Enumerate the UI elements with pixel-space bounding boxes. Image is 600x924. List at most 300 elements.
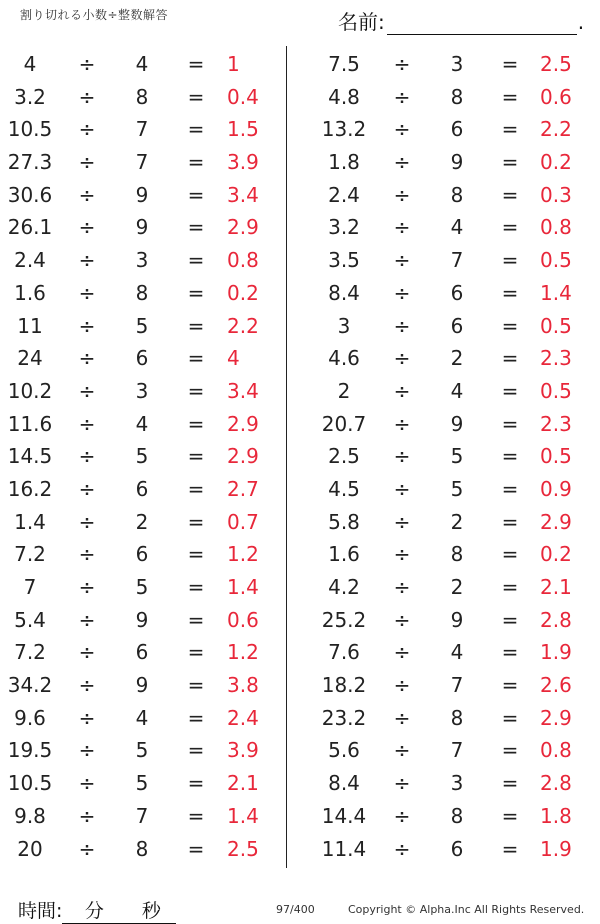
- problem-row: [300, 473, 600, 506]
- divisor: 6: [135, 640, 149, 665]
- division-sign: ÷: [393, 803, 411, 828]
- division-sign: ÷: [393, 640, 411, 665]
- problem-row: [300, 375, 600, 408]
- divisor: 6: [135, 476, 149, 501]
- divisor: 7: [450, 673, 464, 698]
- answer: 1.8: [540, 803, 572, 828]
- dividend: 16.2: [7, 476, 53, 501]
- division-sign: ÷: [78, 313, 96, 338]
- division-sign: ÷: [393, 280, 411, 305]
- divisor: 8: [450, 182, 464, 207]
- division-sign: ÷: [78, 673, 96, 698]
- dividend: 3.5: [328, 248, 360, 273]
- equals-sign: =: [187, 738, 205, 763]
- problem-row: [300, 506, 600, 539]
- equals-sign: =: [187, 476, 205, 501]
- divisor: 3: [450, 771, 464, 796]
- answer: 0.6: [227, 607, 259, 632]
- equals-sign: =: [501, 248, 519, 273]
- problem-row: [0, 146, 300, 179]
- division-sign: ÷: [393, 836, 411, 861]
- answer: 2.2: [227, 313, 259, 338]
- equals-sign: =: [187, 836, 205, 861]
- dividend: 7.5: [328, 52, 360, 76]
- answer: 1.2: [227, 542, 259, 567]
- division-sign: ÷: [78, 738, 96, 763]
- answer: 0.3: [540, 182, 572, 207]
- equals-sign: =: [501, 738, 519, 763]
- division-sign: ÷: [78, 771, 96, 796]
- division-sign: ÷: [393, 509, 411, 534]
- problem-row: [0, 506, 300, 539]
- copyright-notice: Copyright © Alpha.Inc All Rights Reserved.: [348, 903, 585, 916]
- problem-row: [0, 604, 300, 637]
- equals-sign: =: [501, 705, 519, 730]
- dividend: 23.2: [321, 705, 367, 730]
- answer: 2.9: [227, 411, 259, 436]
- equals-sign: =: [501, 444, 519, 469]
- problem-row: [0, 636, 300, 669]
- divisor: 2: [450, 575, 464, 599]
- divisor: 4: [135, 52, 149, 76]
- problem-row: [300, 734, 600, 767]
- problem-row: [0, 800, 300, 833]
- divisor: 6: [135, 542, 149, 567]
- dividend: 7.2: [14, 640, 46, 665]
- minutes-label: 分: [84, 900, 104, 922]
- problem-row: [300, 211, 600, 244]
- dividend: 1.8: [328, 150, 360, 175]
- divisor: 8: [135, 84, 149, 109]
- divisor: 6: [450, 280, 464, 305]
- answer: 3.4: [227, 182, 259, 207]
- equals-sign: =: [501, 607, 519, 632]
- dividend: 3: [337, 313, 351, 338]
- dividend: 7.6: [328, 640, 360, 665]
- divisor: 6: [450, 836, 464, 861]
- equals-sign: =: [501, 280, 519, 305]
- divisor: 5: [450, 476, 464, 501]
- divisor: 9: [450, 411, 464, 436]
- answer: 2.7: [227, 476, 259, 501]
- dividend: 11.4: [321, 836, 367, 861]
- divisor: 8: [135, 836, 149, 861]
- equals-sign: =: [501, 378, 519, 403]
- answer: 2.3: [540, 411, 572, 436]
- equals-sign: =: [187, 803, 205, 828]
- problem-row: [300, 440, 600, 473]
- equals-sign: =: [501, 150, 519, 175]
- division-sign: ÷: [393, 575, 411, 599]
- answer: 2.9: [227, 444, 259, 469]
- equals-sign: =: [501, 542, 519, 567]
- divisor: 5: [135, 738, 149, 763]
- divisor: 9: [135, 215, 149, 240]
- equals-sign: =: [501, 836, 519, 861]
- name-end-dot: .: [577, 10, 585, 34]
- division-sign: ÷: [78, 150, 96, 175]
- dividend: 3.2: [14, 84, 46, 109]
- equals-sign: =: [501, 84, 519, 109]
- division-sign: ÷: [78, 444, 96, 469]
- divisor: 4: [135, 705, 149, 730]
- answer: 2.6: [540, 673, 572, 698]
- problem-row: [0, 571, 300, 604]
- equals-sign: =: [187, 705, 205, 730]
- division-sign: ÷: [393, 346, 411, 371]
- problem-row: [0, 48, 300, 81]
- problem-row: [300, 244, 600, 277]
- problem-row: [0, 310, 300, 343]
- equals-sign: =: [501, 215, 519, 240]
- answer: 0.5: [540, 313, 572, 338]
- dividend: 11.6: [7, 411, 53, 436]
- dividend: 1.4: [14, 509, 46, 534]
- dividend: 9.8: [14, 803, 46, 828]
- dividend: 10.5: [7, 771, 53, 796]
- division-sign: ÷: [78, 803, 96, 828]
- divisor: 4: [450, 640, 464, 665]
- division-sign: ÷: [393, 444, 411, 469]
- dividend: 7: [23, 575, 37, 599]
- divisor: 6: [135, 346, 149, 371]
- divisor: 4: [450, 215, 464, 240]
- answer: 2.9: [540, 705, 572, 730]
- answer: 0.5: [540, 378, 572, 403]
- divisor: 3: [450, 52, 464, 76]
- time-record: [18, 896, 176, 924]
- name-field-area: [338, 6, 584, 35]
- answer: 0.8: [540, 738, 572, 763]
- problem-row: [0, 342, 300, 375]
- answer: 3.8: [227, 673, 259, 698]
- divisor: 7: [135, 803, 149, 828]
- divisor: 8: [450, 542, 464, 567]
- divisor: 6: [450, 313, 464, 338]
- problem-row: [0, 669, 300, 702]
- dividend: 5.8: [328, 509, 360, 534]
- right-problem-column: [300, 48, 600, 865]
- division-sign: ÷: [78, 640, 96, 665]
- problem-row: [0, 211, 300, 244]
- divisor: 4: [450, 378, 464, 403]
- divisor: 7: [450, 248, 464, 273]
- problem-row: [300, 604, 600, 637]
- divisor: 5: [135, 444, 149, 469]
- dividend: 4.8: [328, 84, 360, 109]
- answer: 2.9: [227, 215, 259, 240]
- problem-row: [0, 375, 300, 408]
- division-sign: ÷: [78, 411, 96, 436]
- division-sign: ÷: [78, 607, 96, 632]
- dividend: 7.2: [14, 542, 46, 567]
- divisor: 6: [450, 117, 464, 142]
- answer: 1.5: [227, 117, 259, 142]
- worksheet-title: 割り切れる小数÷整数解答: [20, 8, 169, 22]
- dividend: 3.2: [328, 215, 360, 240]
- problem-row: [0, 113, 300, 146]
- problem-row: [300, 277, 600, 310]
- problem-row: [0, 408, 300, 441]
- divisor: 7: [450, 738, 464, 763]
- problem-row: [300, 571, 600, 604]
- equals-sign: =: [187, 182, 205, 207]
- equals-sign: =: [187, 346, 205, 371]
- seconds-label: 秒: [141, 900, 161, 922]
- division-sign: ÷: [78, 117, 96, 142]
- answer: 1.4: [227, 575, 259, 599]
- dividend: 10.2: [7, 378, 53, 403]
- division-sign: ÷: [393, 313, 411, 338]
- answer: 2.8: [540, 607, 572, 632]
- problem-row: [300, 81, 600, 114]
- answer: 2.8: [540, 771, 572, 796]
- dividend: 4.5: [328, 476, 360, 501]
- problem-row: [300, 342, 600, 375]
- equals-sign: =: [187, 509, 205, 534]
- division-sign: ÷: [393, 705, 411, 730]
- equals-sign: =: [187, 215, 205, 240]
- equals-sign: =: [501, 117, 519, 142]
- divisor: 9: [135, 607, 149, 632]
- dividend: 4.6: [328, 346, 360, 371]
- dividend: 5.4: [14, 607, 46, 632]
- equals-sign: =: [187, 411, 205, 436]
- answer: 1.4: [540, 280, 572, 305]
- problem-row: [300, 538, 600, 571]
- dividend: 10.5: [7, 117, 53, 142]
- equals-sign: =: [501, 411, 519, 436]
- answer: 2.9: [540, 509, 572, 534]
- dividend: 1.6: [328, 542, 360, 567]
- dividend: 2.4: [328, 182, 360, 207]
- division-sign: ÷: [393, 215, 411, 240]
- answer: 1: [227, 52, 240, 76]
- equals-sign: =: [501, 673, 519, 698]
- problem-row: [300, 767, 600, 800]
- answer: 1.4: [227, 803, 259, 828]
- name-label: 名前:: [338, 10, 385, 34]
- equals-sign: =: [187, 575, 205, 599]
- problem-row: [0, 767, 300, 800]
- division-sign: ÷: [78, 215, 96, 240]
- answer: 2.5: [540, 52, 572, 76]
- equals-sign: =: [501, 313, 519, 338]
- seconds-field: [126, 896, 176, 924]
- dividend: 14.4: [321, 803, 367, 828]
- problem-row: [300, 702, 600, 735]
- problem-row: [300, 669, 600, 702]
- division-sign: ÷: [393, 117, 411, 142]
- answer: 0.7: [227, 509, 259, 534]
- dividend: 1.6: [14, 280, 46, 305]
- division-sign: ÷: [393, 378, 411, 403]
- division-sign: ÷: [393, 52, 411, 76]
- problem-row: [300, 48, 600, 81]
- division-sign: ÷: [78, 378, 96, 403]
- dividend: 25.2: [321, 607, 367, 632]
- answer: 2.3: [540, 346, 572, 371]
- equals-sign: =: [187, 150, 205, 175]
- equals-sign: =: [187, 771, 205, 796]
- division-sign: ÷: [78, 509, 96, 534]
- answer: 0.2: [540, 150, 572, 175]
- equals-sign: =: [187, 117, 205, 142]
- problem-row: [0, 244, 300, 277]
- minutes-field: [62, 896, 126, 924]
- divisor: 9: [450, 150, 464, 175]
- dividend: 8.4: [328, 771, 360, 796]
- answer: 4: [227, 346, 240, 371]
- left-problem-column: [0, 48, 300, 865]
- dividend: 2.5: [328, 444, 360, 469]
- problem-row: [0, 702, 300, 735]
- division-sign: ÷: [78, 52, 96, 76]
- equals-sign: =: [187, 444, 205, 469]
- problem-row: [300, 179, 600, 212]
- division-sign: ÷: [393, 248, 411, 273]
- answer: 0.6: [540, 84, 572, 109]
- divisor: 5: [135, 575, 149, 599]
- equals-sign: =: [501, 182, 519, 207]
- answer: 1.2: [227, 640, 259, 665]
- answer: 2.4: [227, 705, 259, 730]
- equals-sign: =: [501, 640, 519, 665]
- problem-row: [0, 440, 300, 473]
- division-sign: ÷: [78, 575, 96, 599]
- problem-row: [0, 538, 300, 571]
- answer: 1.9: [540, 640, 572, 665]
- divisor: 2: [450, 509, 464, 534]
- problem-row: [0, 179, 300, 212]
- time-label: 時間:: [18, 900, 63, 922]
- division-sign: ÷: [393, 673, 411, 698]
- equals-sign: =: [187, 52, 205, 76]
- division-sign: ÷: [78, 705, 96, 730]
- division-sign: ÷: [393, 542, 411, 567]
- divisor: 2: [135, 509, 149, 534]
- dividend: 30.6: [7, 182, 53, 207]
- answer: 0.5: [540, 444, 572, 469]
- dividend: 5.6: [328, 738, 360, 763]
- problem-row: [0, 833, 300, 866]
- equals-sign: =: [187, 280, 205, 305]
- equals-sign: =: [501, 575, 519, 599]
- answer: 0.2: [227, 280, 259, 305]
- dividend: 9.6: [14, 705, 46, 730]
- divisor: 9: [450, 607, 464, 632]
- equals-sign: =: [501, 476, 519, 501]
- problem-row: [0, 277, 300, 310]
- answer: 1.9: [540, 836, 572, 861]
- answer: 0.9: [540, 476, 572, 501]
- name-blank-line: [387, 14, 577, 35]
- problem-row: [300, 636, 600, 669]
- equals-sign: =: [187, 84, 205, 109]
- answer: 3.4: [227, 378, 259, 403]
- division-sign: ÷: [78, 836, 96, 861]
- divisor: 7: [135, 150, 149, 175]
- divisor: 2: [450, 346, 464, 371]
- divisor: 5: [450, 444, 464, 469]
- division-sign: ÷: [78, 182, 96, 207]
- divisor: 8: [450, 803, 464, 828]
- divisor: 7: [135, 117, 149, 142]
- equals-sign: =: [501, 803, 519, 828]
- dividend: 24: [17, 346, 43, 371]
- dividend: 20: [17, 836, 43, 861]
- equals-sign: =: [187, 542, 205, 567]
- answer: 3.9: [227, 150, 259, 175]
- division-sign: ÷: [78, 346, 96, 371]
- dividend: 13.2: [321, 117, 367, 142]
- dividend: 8.4: [328, 280, 360, 305]
- answer: 0.2: [540, 542, 572, 567]
- dividend: 20.7: [321, 411, 367, 436]
- equals-sign: =: [187, 673, 205, 698]
- problem-row: [300, 310, 600, 343]
- division-sign: ÷: [393, 84, 411, 109]
- division-sign: ÷: [393, 771, 411, 796]
- page-number: 97/400: [276, 903, 315, 916]
- division-sign: ÷: [78, 248, 96, 273]
- division-sign: ÷: [393, 476, 411, 501]
- dividend: 19.5: [7, 738, 53, 763]
- divisor: 4: [135, 411, 149, 436]
- dividend: 26.1: [7, 215, 53, 240]
- division-sign: ÷: [393, 150, 411, 175]
- answer: 0.8: [540, 215, 572, 240]
- divisor: 8: [450, 84, 464, 109]
- division-sign: ÷: [393, 607, 411, 632]
- equals-sign: =: [501, 346, 519, 371]
- division-sign: ÷: [78, 542, 96, 567]
- equals-sign: =: [187, 378, 205, 403]
- equals-sign: =: [501, 509, 519, 534]
- dividend: 14.5: [7, 444, 53, 469]
- answer: 2.5: [227, 836, 259, 861]
- equals-sign: =: [187, 607, 205, 632]
- dividend: 34.2: [7, 673, 53, 698]
- division-sign: ÷: [393, 738, 411, 763]
- division-sign: ÷: [393, 182, 411, 207]
- problem-row: [0, 473, 300, 506]
- problem-row: [300, 113, 600, 146]
- divisor: 9: [135, 673, 149, 698]
- divisor: 9: [135, 182, 149, 207]
- equals-sign: =: [501, 771, 519, 796]
- divisor: 3: [135, 248, 149, 273]
- divisor: 5: [135, 313, 149, 338]
- equals-sign: =: [187, 313, 205, 338]
- problem-row: [300, 800, 600, 833]
- dividend: 27.3: [7, 150, 53, 175]
- answer: 0.4: [227, 84, 259, 109]
- problem-row: [0, 81, 300, 114]
- division-sign: ÷: [78, 280, 96, 305]
- equals-sign: =: [501, 52, 519, 76]
- divisor: 8: [135, 280, 149, 305]
- dividend: 2.4: [14, 248, 46, 273]
- division-sign: ÷: [78, 84, 96, 109]
- dividend: 4.2: [328, 575, 360, 599]
- dividend: 18.2: [321, 673, 367, 698]
- answer: 2.1: [540, 575, 572, 599]
- answer: 2.1: [227, 771, 259, 796]
- answer: 2.2: [540, 117, 572, 142]
- equals-sign: =: [187, 640, 205, 665]
- problem-row: [300, 408, 600, 441]
